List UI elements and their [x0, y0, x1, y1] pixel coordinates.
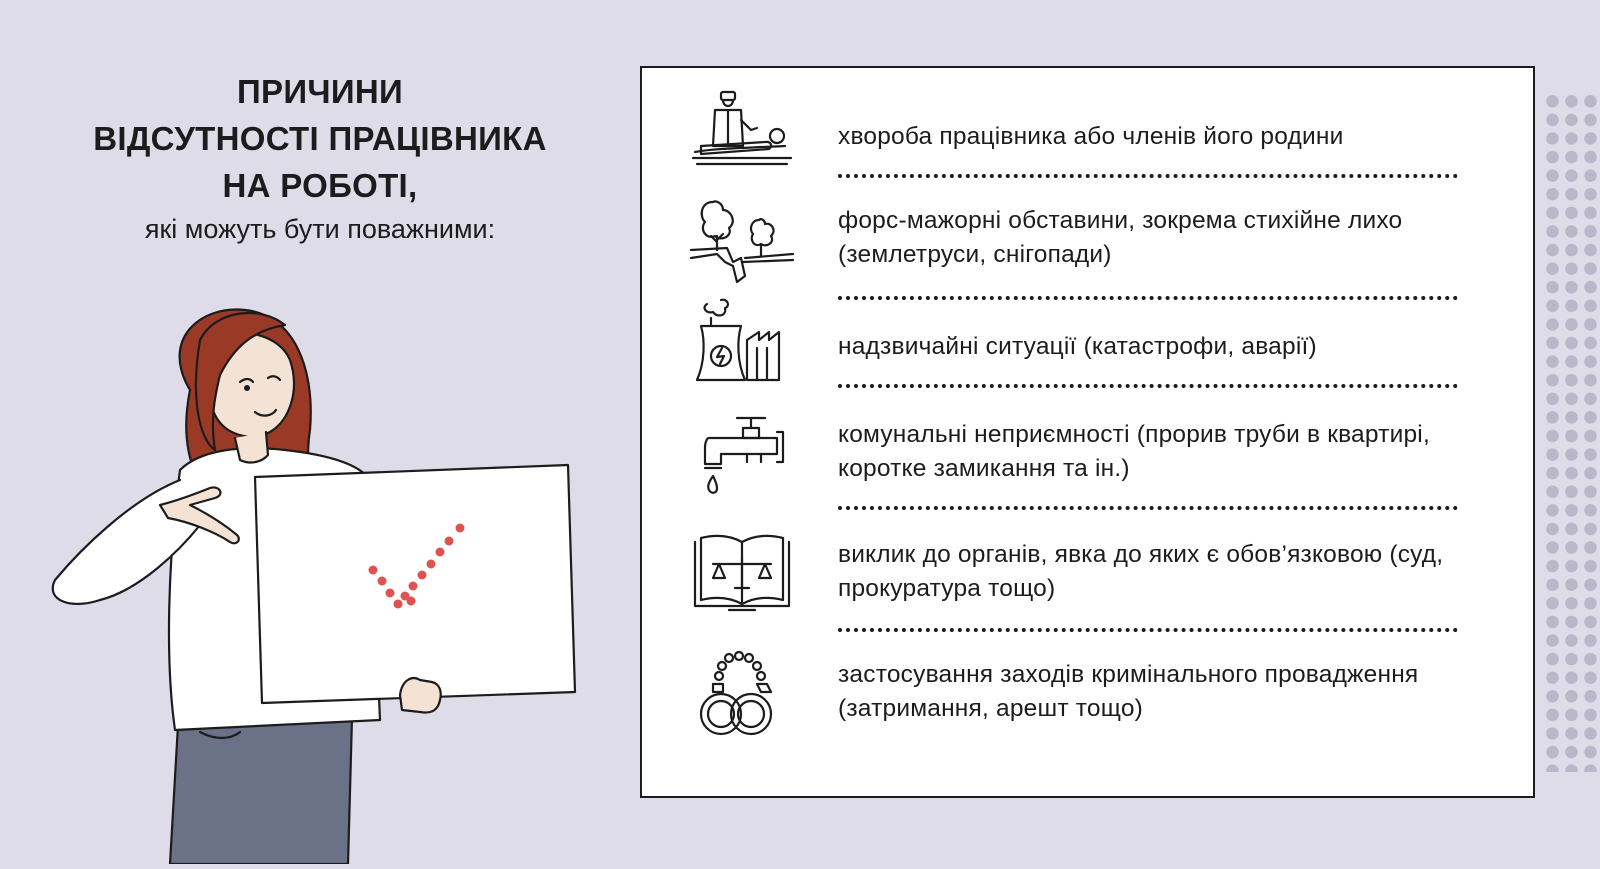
- heading-subtitle: які можуть бути поважними:: [144, 214, 496, 244]
- reason-text: форс-мажорні обставини, зокрема стихійне лихо (землетруси, снігопади): [838, 207, 1403, 268]
- reason-text: надзвичайні ситуації (катастрофи, аварії): [838, 333, 1317, 360]
- dot-pattern-decoration: [1543, 92, 1600, 772]
- heading-line-1: ПРИЧИНИ: [236, 73, 403, 110]
- water-tap-icon: [687, 408, 797, 508]
- law-book-scales-icon: [687, 528, 797, 628]
- dotted-divider: [838, 506, 1458, 510]
- heading: [40, 68, 600, 247]
- power-plant-icon: [687, 296, 797, 396]
- heading-line-2: ВІДСУТНОСТІ ПРАЦІВНИКА: [93, 120, 547, 157]
- dotted-divider: [838, 628, 1458, 632]
- reason-text: застосування заходів кримінального провадження (затримання, арешт тощо): [838, 661, 1419, 722]
- doctor-patient-icon: [687, 86, 797, 186]
- dotted-divider: [838, 384, 1458, 388]
- reason-text: комунальні неприємності (прорив труби в квартирі, коротке замикання та ін.): [838, 421, 1430, 482]
- woman-with-sign-illustration: [40, 300, 600, 864]
- heading-line-3: НА РОБОТІ,: [222, 167, 418, 204]
- earthquake-trees-icon: [687, 192, 797, 292]
- reason-text: виклик до органів, явка до яких є обов’язковою (суд, прокуратура тощо): [838, 541, 1444, 602]
- dotted-divider: [838, 296, 1458, 300]
- dotted-divider: [838, 174, 1458, 178]
- reason-text: хвороба працівника або членів його родини: [838, 123, 1344, 150]
- reasons-panel: [640, 66, 1535, 798]
- handcuffs-icon: [687, 648, 797, 748]
